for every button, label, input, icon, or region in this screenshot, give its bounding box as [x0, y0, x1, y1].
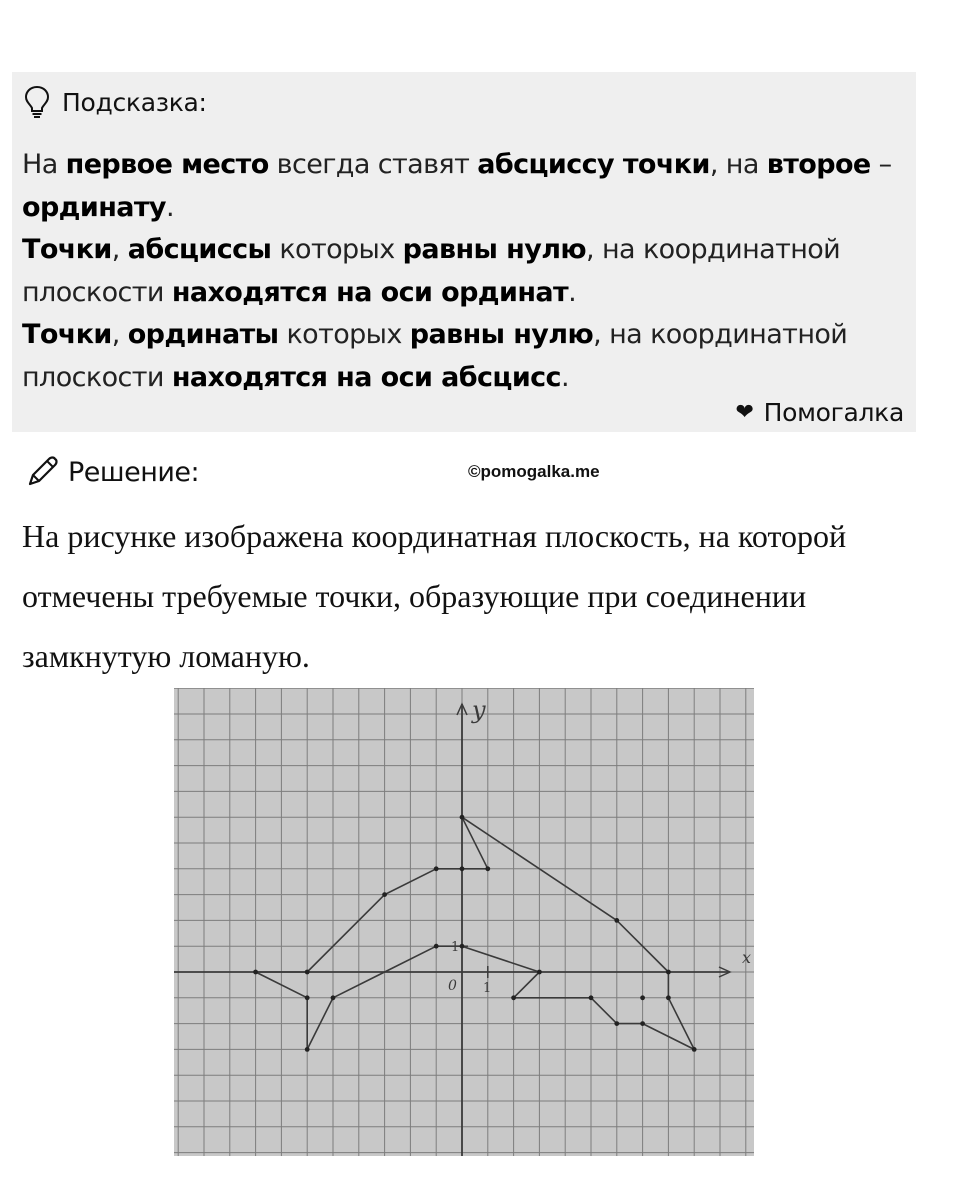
- hint-text-segment: ,: [111, 234, 128, 265]
- hint-text-segment: ,: [111, 319, 128, 350]
- marked-point: [434, 866, 439, 871]
- hint-bold-text: Точки: [22, 319, 112, 350]
- lightbulb-icon: [22, 85, 52, 119]
- hint-bold-text: равны нулю: [402, 234, 587, 265]
- marked-point: [460, 815, 465, 820]
- hint-line: [22, 229, 902, 272]
- unit-y-label: 1: [451, 940, 460, 955]
- hint-header: [22, 84, 207, 120]
- hint-text-segment: плоскости: [22, 361, 172, 393]
- solution-header: [24, 452, 199, 492]
- marked-point: [382, 892, 387, 897]
- hint-text-segment: –: [870, 149, 892, 180]
- paper-background: [174, 688, 754, 1156]
- hint-bold-text: второе: [766, 149, 871, 180]
- marked-point: [692, 1047, 697, 1052]
- hint-bold-text: ординаты: [127, 319, 279, 350]
- marked-point: [305, 970, 310, 975]
- hint-bold-text: первое место: [65, 149, 269, 180]
- solution-line: отмечены требуемые точки, образующие при соединении: [22, 578, 807, 614]
- solution-title: Решение:: [68, 456, 200, 488]
- hint-bold-text: находятся на оси абсцисс: [171, 361, 561, 393]
- hint-text-segment: На: [22, 149, 66, 180]
- hint-text-segment: которых: [271, 234, 403, 265]
- hint-text: [22, 144, 902, 399]
- hint-text-segment: , на: [709, 149, 767, 180]
- hint-line: [22, 187, 902, 230]
- hint-text-segment: всегда ставят: [268, 149, 478, 180]
- hint-bold-text: ординату: [22, 191, 166, 223]
- hint-bold-text: Точки: [22, 234, 112, 265]
- hint-bold-text: равны нулю: [409, 319, 594, 350]
- origin-label: 0: [448, 978, 457, 994]
- marked-point: [666, 970, 671, 975]
- hint-text-segment: , на координатной: [593, 319, 848, 350]
- marked-point: [511, 995, 516, 1000]
- axis-y-label: y: [472, 696, 486, 724]
- pencil-icon: [24, 454, 60, 490]
- solution-text: [22, 506, 922, 686]
- marked-point: [460, 944, 465, 949]
- marked-point: [253, 970, 258, 975]
- heart-icon: ❤: [735, 399, 754, 425]
- solution-line: замкнутую ломаную.: [22, 638, 310, 674]
- marked-point: [537, 970, 542, 975]
- hint-text-segment: которых: [278, 319, 410, 350]
- hint-text-segment: , на координатной: [586, 234, 841, 265]
- solution-line: На рисунке изображена координатная плоскость, на которой: [22, 518, 847, 554]
- hint-bold-text: находятся на оси ординат: [171, 276, 569, 308]
- marked-point: [614, 918, 619, 923]
- marked-point: [640, 1021, 645, 1026]
- hint-text-segment: .: [568, 276, 577, 308]
- hint-bold-text: абсциссу точки: [477, 149, 710, 180]
- hint-text-segment: .: [560, 361, 569, 393]
- marked-point: [666, 995, 671, 1000]
- marked-point: [331, 995, 336, 1000]
- hint-text-segment: плоскости: [22, 276, 172, 308]
- hint-line: [22, 357, 902, 400]
- hint-bold-text: абсциссы: [127, 234, 272, 265]
- marked-point: [485, 866, 490, 871]
- marked-point: [305, 995, 310, 1000]
- marked-point: [434, 944, 439, 949]
- hint-line: [22, 314, 902, 357]
- marked-point: [305, 1047, 310, 1052]
- axis-x-label: x: [742, 948, 752, 967]
- marked-point: [460, 866, 465, 871]
- marked-point: [640, 995, 645, 1000]
- unit-x-label: 1: [483, 981, 492, 996]
- brand: [735, 394, 904, 430]
- marked-point: [589, 995, 594, 1000]
- marked-point: [614, 1021, 619, 1026]
- hint-line: [22, 144, 902, 187]
- hint-text-segment: .: [165, 191, 174, 223]
- hint-title: Подсказка:: [62, 87, 207, 117]
- hint-line: [22, 272, 902, 315]
- brand-name: Помогалка: [763, 397, 904, 427]
- coordinate-plane-figure: [174, 688, 754, 1156]
- watermark: ©pomogalka.me: [468, 462, 600, 481]
